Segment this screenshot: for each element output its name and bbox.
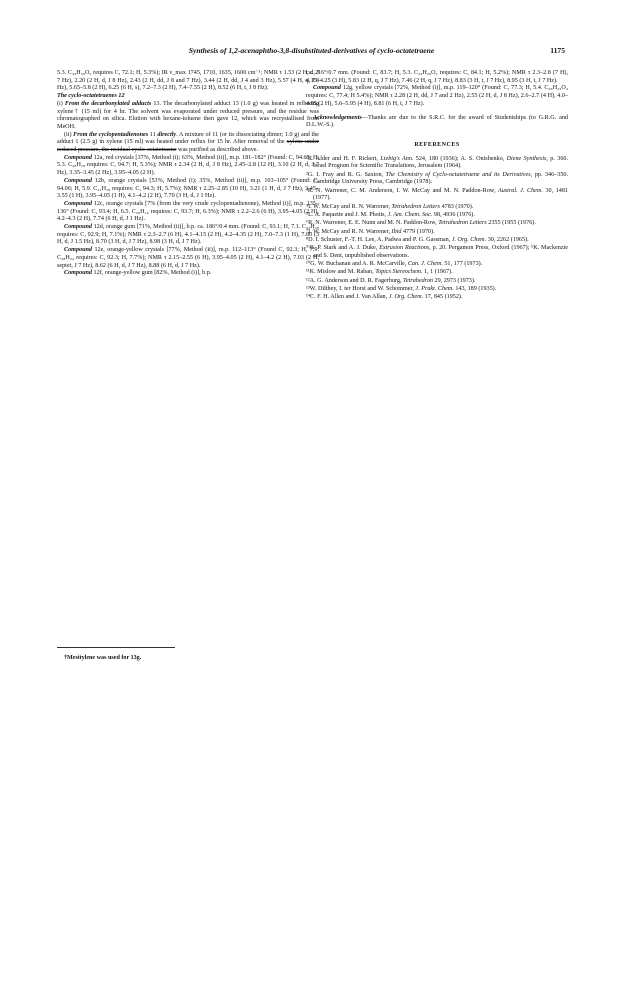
- text-run: Topics Stereochem.: [375, 269, 423, 276]
- reference-item: [306, 229, 568, 237]
- paragraph: [57, 224, 319, 247]
- text-run: Ibid: [391, 228, 402, 235]
- text-run: Tetrahedron Letters: [391, 203, 441, 210]
- reference-item: [306, 237, 568, 245]
- text-run: Diene Synthesis: [506, 155, 547, 162]
- text-run: 12g, yellow crystals [72%, Method (i)], m.p. 119–120° (Found: C, 77.3; H, 5.4. C₂₆H₂₂O₄ requires: C, 77.4; H 5.4%); NMR τ 2.28 (2 H, dd, J 7 and 2 Hz), 2.55 (2 H, d, J 8 Hz), 2.6–2.7 (4 H), 4.0–4.05 (2 H), 5.6–5.95 (4 H), 8.81 (6 H, t, J 7 Hz).: [306, 85, 568, 107]
- text-run: , pp. 346–350. Cambridge University Press, Cambridge (1978).: [313, 171, 569, 186]
- text-run: Acknowledgements: [313, 114, 362, 121]
- text-run: Extrusion Reactions: [379, 245, 430, 252]
- paragraph: [306, 115, 568, 130]
- paragraph: [57, 93, 319, 101]
- reference-item: [306, 172, 568, 187]
- running-title: Synthesis of 1,2-acenaphtho-3,8-disubstituted-derivatives of cyclo-octatetraene: [188, 46, 435, 55]
- text-run: ⁶R. N. Warrener, E. E. Nunn and M. N. Paddon-Row,: [306, 220, 439, 227]
- paragraph: [57, 247, 319, 270]
- text-run: ¹K. Alder and H. F. Rickert,: [306, 155, 381, 162]
- reference-item: [306, 188, 568, 203]
- paragraph: [57, 201, 319, 224]
- text-run: ⁹ᵃB. P. Stark and A. J. Duke,: [306, 245, 380, 252]
- right-column: [306, 70, 568, 303]
- paragraph: [57, 155, 319, 178]
- text-run: Austral. J. Chem.: [497, 187, 543, 194]
- text-run: (ii): [64, 131, 74, 138]
- reference-item: [306, 261, 568, 269]
- paragraph: [306, 85, 568, 108]
- left-column: [57, 70, 319, 278]
- page-number: 1175: [550, 46, 565, 55]
- text-run: ³R. N. Warrener, C. M. Anderson, I. W. McCay and M. N. Paddon-Row,: [306, 187, 498, 194]
- text-run: The Chemistry of Cyclo-octatetraene and its Derivatives: [385, 171, 531, 178]
- paragraph: [57, 270, 319, 278]
- reference-item: [306, 294, 568, 302]
- page-header: [0, 46, 623, 60]
- text-run: (i): [57, 100, 65, 107]
- text-run: J. Org. Chem.: [451, 236, 487, 243]
- reference-item: [306, 220, 568, 228]
- text-run: was purified as described above.: [176, 147, 259, 154]
- text-run: The cyclo-octatetraenes 12: [57, 93, 125, 100]
- text-run: 4783 (1970).: [440, 203, 474, 210]
- text-run: 143, 189 (1935).: [453, 286, 497, 292]
- text-run: 29, 2973 (1973).: [432, 277, 476, 284]
- text-run: , p. 20. Pergamon Press, Oxford (1967); ᵇK. Mackenzie and S. Dent, unpublished observations.: [313, 245, 568, 259]
- text-run: ²G. I. Fray and R. G. Saxton,: [306, 171, 386, 178]
- text-run: Can. J. Chem.: [407, 261, 443, 268]
- text-run: J. Prakt. Chem.: [415, 286, 454, 292]
- reference-item: [306, 269, 568, 277]
- text-run: ⁸D. I. Schuster, F.-T. H. Lee, A. Padwa and P. G. Gassman,: [306, 236, 452, 243]
- text-run: ⁵L. A. Paquette and J. M. Photis,: [306, 211, 388, 218]
- text-run: 98, 4936 (1976).: [432, 211, 475, 218]
- reference-item: [306, 245, 568, 260]
- text-run: Compound: [64, 154, 92, 161]
- text-run: Compound: [64, 270, 92, 277]
- text-run: 12a, red crystals [37%, Method (i); 63%, Method (ii)], m.p. 181–182° (Found: C, 94.65; H, 5.3. C₂₈H₁₈ requires: C, 94.7; H, 5.3%); NMR τ 2.34 (2 H, d, J 8 Hz), 2.45–2.8 (12 H), 3.10 (2 H, d, J 7 Hz), 3.35–3.45 (2 Hz), 3.95–4.05 (2 H).: [57, 154, 319, 177]
- text-run: . A mixture of 11 (or its dissociating dimer; 1.0 g) and the adduct 1 (2.5 g) in xylene (15 ml) was heated under reflux for 15 hr. After removal of the: [57, 131, 320, 146]
- text-run: Compound: [64, 247, 92, 254]
- text-run: ¹⁴C. F. H. Allen and J. Van Allan,: [306, 294, 389, 301]
- text-run: Compound: [64, 200, 92, 207]
- text-run: 4779 (1970).: [401, 228, 435, 235]
- text-run: 30, 1481 (1977).: [313, 187, 569, 202]
- paragraph: [306, 70, 568, 85]
- text-run: 5.3. C₃₄H₃₀O₂ requires C, 72.1; H, 5.3%); IR ν_max 1745, 1710, 1635, 1600 cm⁻¹; NMR τ 1.53 (2 H, d, J 7 Hz), 2.20 (2 H, d, J 8 Hz), 2.43 (2 H, dd, J 8 and 7 Hz), 3.44 (2 H, dd, J 4 and 3 Hz), 5.57 (4 H, q, J 8 Hz), 5.65–5.8 (2 H), 6.25 (6 H, s), 7.2–7.3 (2 H), 7.4–7.55 (2 H), 8.52 (6 H, t, J 8 Hz).: [57, 70, 319, 92]
- text-run: 524, 180 (1936); A. S. Onishenko,: [413, 155, 507, 162]
- text-run: 13. The decarbonylated adduct 13 (1.0 g) was heated in refluxing xylene† (15 ml) for 4 hr. The solvent was evaporated under reduced pressure, and the residue was chromatographed on silica. Elution with hexane-toluene then gave 12, which was recrystallised from MeOH.: [57, 100, 319, 130]
- text-run: ¹²A. G. Anderson and D. R. Fagerburg,: [306, 277, 404, 284]
- text-run: Compound: [313, 85, 341, 92]
- text-run: Liebig's Ann.: [380, 155, 414, 162]
- text-run: 12d, orange gum [71%, Method (ii)], b.p. ca. 186°/0.4 mm. (Found: C, 93.1; H, 7.1. C₂₂H₂₀ requires: C, 92.9; H, 7.1%); NMR τ 2.3–2.7 (6 H), 4.1–4.15 (2 H), 4.2–4.35 (2 H), 7.0–7.3 (1 H), 7.80 (3 H, d, J 1.5 Hz), 8.70 (3 H, d, J 7 Hz), 8.98 (3 H, d, J 7 Hz).: [57, 224, 319, 246]
- reference-item: [306, 204, 568, 212]
- text-run: , p. 360. Israel Program for Scientific Translations, Jerusalem (1964).: [313, 155, 568, 170]
- text-run: Compound: [64, 177, 92, 184]
- text-run: Tetrahedron: [403, 277, 433, 284]
- text-run: —Thanks are due to the S.R.C. for the award of Studentships (to G.R.G. and D.L.W.-S.).: [306, 114, 568, 129]
- reference-item: [306, 286, 568, 294]
- text-run: From the cyclopentadienones: [73, 131, 149, 138]
- text-run: directly: [157, 131, 177, 138]
- text-run: 17, 845 (1952).: [423, 294, 463, 301]
- text-run: Compound: [64, 224, 92, 231]
- text-run: xylene under reduced pressure, the residual cyclo-octatetraene: [57, 139, 319, 154]
- text-run: J. Am. Chem. Soc.: [387, 211, 433, 218]
- references-heading: [306, 142, 568, 150]
- text-run: REFERENCES: [414, 141, 460, 148]
- text-run: ⁴I. W. McCay and R. N. Warrener,: [306, 203, 392, 210]
- paragraph: [57, 101, 319, 132]
- footnote: †Mesitylene was used for 13g.: [64, 655, 142, 661]
- text-run: 12b, orange crystals [53%, Method (i); 35%, Method (ii)], m.p. 103–105° (Found: C, 94.06; H, 5.9. C₂₂H₁₈ requires: C, 94.3; H, 5.7%); NMR τ 2.25–2.85 (10 H), 3.21 (1 H, d, J 7 Hz), 3.45–3.55 (1 H), 3.95–4.05 (1 H), 4.1–4.2 (2 H), 7.70 (3 H, d, J 1 Hz).: [57, 177, 319, 200]
- text-run: J. Org. Chem.: [388, 294, 424, 301]
- text-run: 30, 2262 (1965).: [486, 236, 529, 243]
- text-run: 12e, orange-yellow crystals [77%, Method (ii)], m.p. 112–113° (Found C, 92.3; H, 7.9. C₂₈H₂₄ requires: C, 92.3; H, 7.7%); NMR τ 2.15–2.55 (6 H), 3.95–4.05 (2 H), 4.1–4.2 (2 H), 7.03 (2 H, septet, J 7 Hz), 8.62 (6 H, d, J 7 Hz), 8.88 (6 H, d, J 7 Hz).: [57, 247, 319, 269]
- text-run: ⁷I. W. McCay and R. N. Warrener,: [306, 228, 392, 235]
- reference-item: [306, 278, 568, 286]
- text-run: 51, 177 (1973).: [442, 261, 483, 268]
- text-run: Tetrahedron Letters: [438, 220, 487, 227]
- text-run: 11: [148, 131, 158, 138]
- text-run: ¹³W. Dilthey, I. ter Horst and W. Schommer,: [306, 286, 416, 292]
- text-run: ¹¹K. Mislow and M. Raban,: [306, 269, 376, 276]
- text-run: From the decarbonylated adducts: [64, 100, 152, 107]
- reference-item: [306, 156, 568, 171]
- text-run: 12f, orange-yellow gum [82%, Method (i)], b.p.: [91, 270, 212, 277]
- text-run: ¹⁰G. W. Buchanan and A. R. McCarville,: [306, 261, 408, 268]
- text-run: ca. 216°/0.7 mm. (Found: C, 83.7; H, 5.3. C₂₄H₂₀O₂ requires: C, 84.1; H, 5.2%); NMR τ 2.3–2.8 (7 H), 4.15–4.25 (3 H), 5.83 (2 H, q, J 7 Hz), 7.46 (2 H, q, J 7 Hz), 8.83 (3 H, t, J 7 Hz), 8.95 (3 H, t, J 7 Hz).: [306, 70, 568, 84]
- paragraph: [57, 70, 319, 93]
- paragraph: [57, 178, 319, 201]
- reference-item: [306, 212, 568, 220]
- text-run: 12c, orange crystals [7% (from the very crude cyclopentadienone), Method (i)], m.p. 135–136° (Found: C, 93.4; H, 6.5. C₂₀H₁₆ requires: C, 93.7; H, 6.3%); NMR τ 2.2–2.6 (6 H), 3.95–4.05 (2 H), 4.2–4.3 (2 H), 7.74 (6 H, d, J 1 Hz).: [57, 200, 319, 223]
- footnote-rule: [57, 647, 175, 648]
- text-run: 1, 1 (1967).: [422, 269, 453, 276]
- paragraph: [57, 132, 319, 155]
- text-run: 2355 (1955 (1976).: [486, 220, 536, 227]
